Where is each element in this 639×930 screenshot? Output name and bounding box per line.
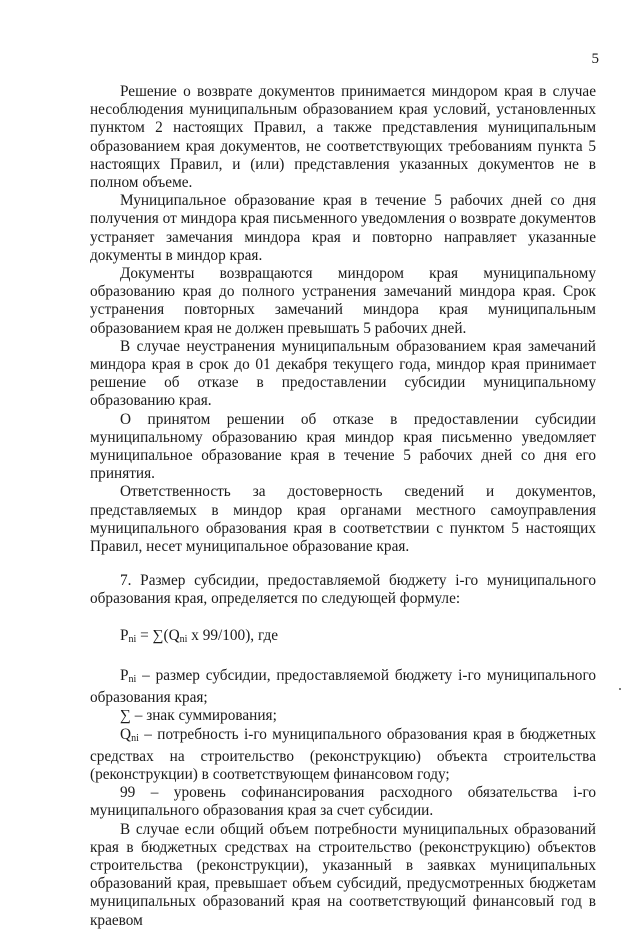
definition-q: $Q_{ni}$ – потребность i-го муниципального образования края в бюджетных средствах на строительство (реконструкцию) объекта строительства (реконструкции) в соответствующем финансовом году; [90, 725, 596, 783]
paragraph-resubmission: Муниципальное образование края в течение 5 рабочих дней со дня получения от миндора края письменного уведомления о возврате документов устраняет замечания миндора края и повторно направляет указанные документы в миндор края. [90, 192, 596, 264]
document-body [90, 83, 596, 930]
paragraph-return-decision: Решение о возврате документов принимается миндором края в случае несоблюдения муниципальным образованием края условий, установленных пунктом 2 настоящих Правил, а также представления муниципальным образованием края документов, не соответствующих требованиям пункта 5 настоящих Правил, и (или) представления указанных документов не в полном объеме. [90, 83, 596, 192]
paragraph-responsibility: Ответственность за достоверность сведений и документов, представляемых в миндор края органами местного самоуправления муниципального образования края в соответствии с пунктом 5 настоящих Правил, несет муниципальное образование края. [90, 483, 596, 556]
paragraph-refusal-notice: О принятом решении об отказе в предоставлении субсидии муниципальному образованию края миндор края письменно уведомляет муниципальное образование края в течение 5 рабочих дней со дня его принятия. [90, 410, 596, 483]
definition-sum: ∑ – знак суммирования; [120, 707, 277, 725]
definition-p: $P_{ni}$ – размер субсидии, предоставляемой бюджету i-го муниципального образования края; [90, 666, 596, 707]
section-7-heading: 7. Размер субсидии, предоставляемой бюджету i-го муниципального образования края, определяется по следующей формуле: [90, 572, 596, 608]
scan-speck [619, 688, 621, 690]
paragraph-refusal-decision: В случае неустранения муниципальным образованием края замечаний миндора края в срок до 01 декабря текущего года, миндор края принимает решение об отказе в предоставлении субсидии муниципальному образованию края. [90, 337, 596, 410]
page-number: 5 [591, 51, 599, 67]
subsidy-formula: $P_{ni} = \sum(Q_{ni}$ x 99/100), где [120, 626, 279, 645]
definition-99: 99 – уровень софинансирования расходного обязательства i-го муниципального образования края за счет субсидии. [90, 784, 596, 820]
paragraph-documents-returned: Документы возвращаются миндором края муниципальному образованию края до полного устранения замечаний миндора края. Срок устранения повторных замечаний миндора края муниципальным образованием края не должен превышать 5 рабочих дней. [90, 265, 596, 337]
paragraph-excess-demand: В случае если общий объем потребности муниципальных образований края в бюджетных средствах на строительство (реконструкцию) объектов строительства (реконструкции), указанный в заявках муниципальных образований края, превышает объем субсидий, предусмотренных бюджетам муниципальных образований края на соответствующий финансовый год в краевом [90, 820, 596, 929]
